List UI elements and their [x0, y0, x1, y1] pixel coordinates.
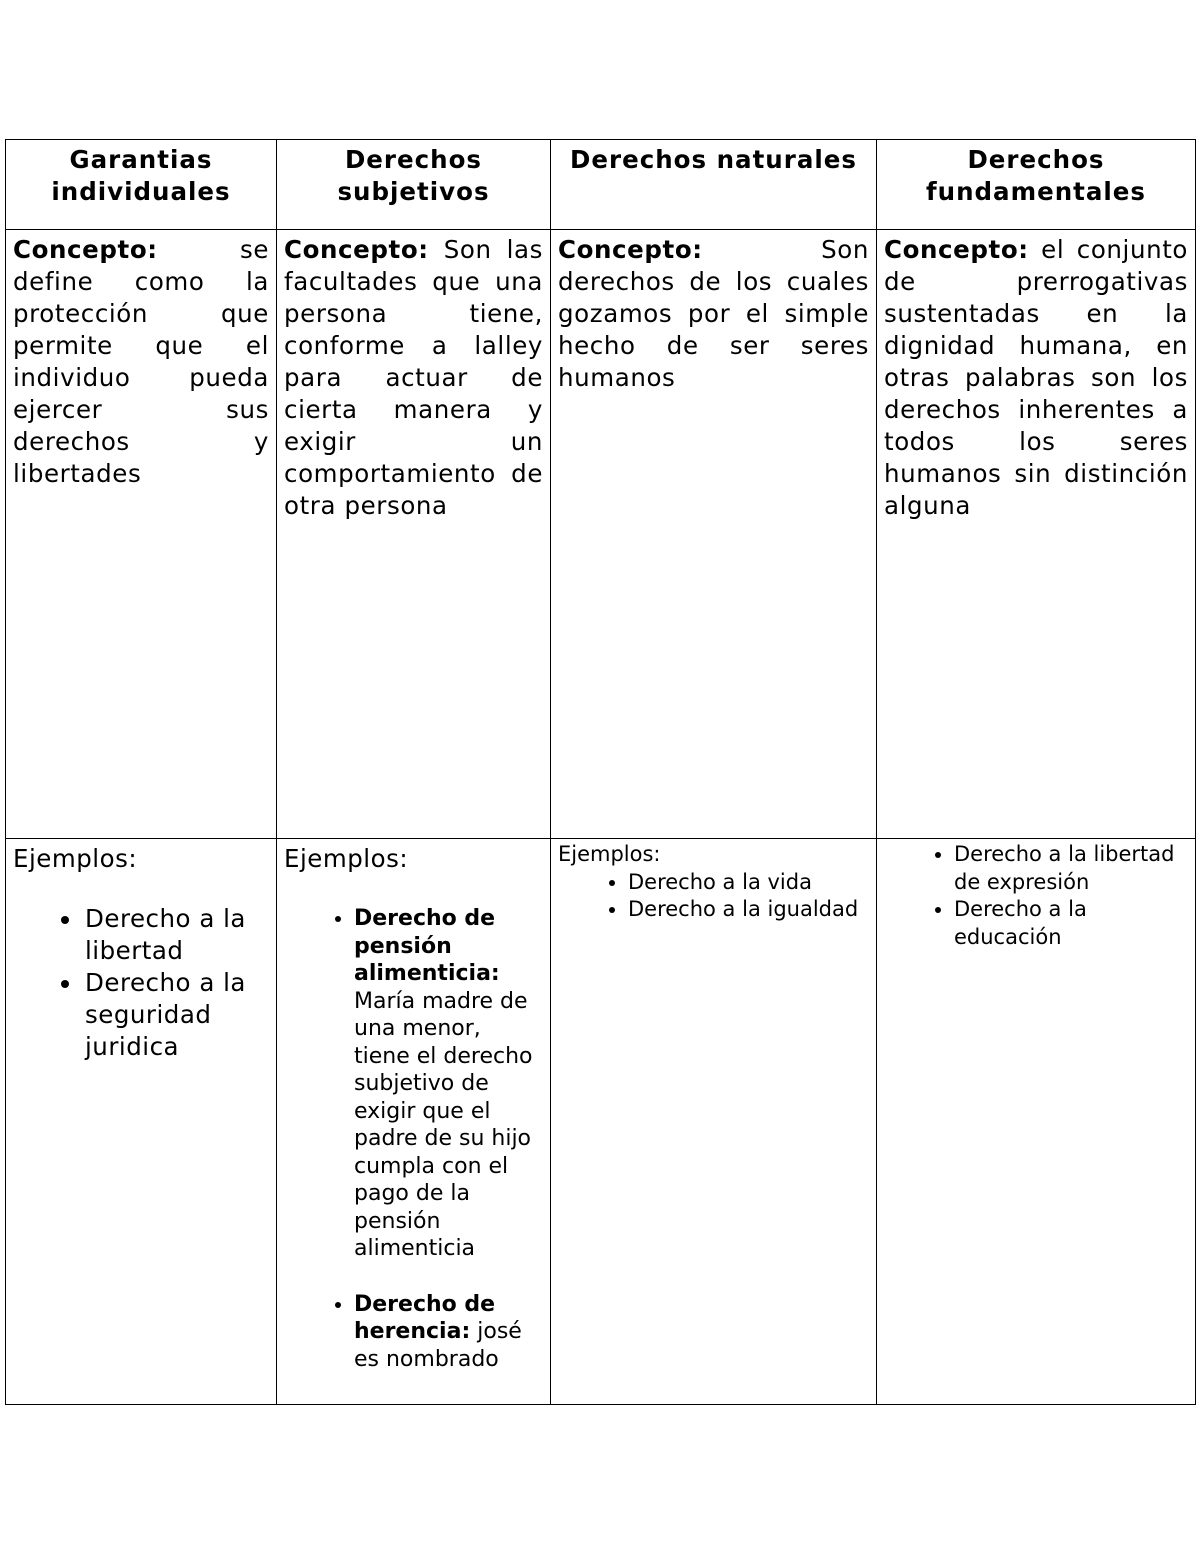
examples-label: Ejemplos:	[558, 842, 661, 866]
list-item	[354, 905, 543, 1263]
list-item: • Derecho a la igualdad	[628, 896, 869, 924]
concept-label: Concepto:	[884, 235, 1029, 264]
example-title: Derecho de pensión alimenticia:	[354, 906, 500, 986]
concept-label: Concepto:	[558, 235, 703, 264]
concept-text: Son las facultades que una persona tiene, conforme a lalley para actuar de cierta manera y exigir un comportamiento de otra persona	[284, 235, 543, 520]
examples-label: Ejemplos:	[284, 844, 409, 873]
concept-cell-naturales	[551, 230, 877, 839]
examples-cell-naturales	[551, 839, 877, 1405]
header-derechos-fundamentales: Derechos fundamentales	[877, 140, 1196, 230]
header-derechos-naturales: Derechos naturales	[551, 140, 877, 230]
example-title: Derecho de herencia:	[354, 1291, 496, 1344]
concept-cell-subjetivos	[277, 230, 551, 839]
examples-label: Ejemplos:	[13, 844, 138, 873]
example-text: María madre de una menor, tiene el derecho subjetivo de exigir que el padre de su hijo cumpla con el pago de la pensión alimenticia	[354, 988, 533, 1261]
list-item: • Derecho a la seguridad juridica	[83, 967, 269, 1063]
header-derechos-subjetivos: Derechos subjetivos	[277, 140, 551, 230]
examples-list	[284, 905, 543, 1263]
concept-text: Son derechos de los cuales gozamos por el simple hecho de ser seres humanos	[558, 235, 869, 392]
examples-list	[884, 841, 1188, 951]
list-item: • Derecho a la libertad de expresión	[954, 841, 1188, 896]
header-garantias-individuales: Garantias individuales	[6, 140, 277, 230]
example-text: josé es nombrado	[354, 1319, 522, 1372]
header-row	[6, 140, 1196, 230]
examples-cell-fundamentales	[877, 839, 1196, 1405]
concept-label: Concepto:	[284, 235, 429, 264]
concept-text: se define como la protección que permite que el individuo pueda ejercer sus derechos y libertades	[13, 235, 269, 488]
examples-row	[6, 839, 1196, 1405]
concept-cell-garantias	[6, 230, 277, 839]
concept-text: el conjunto de prerrogativas sustentadas en la dignidad humana, en otras palabras son los derechos inherentes a todos los seres humanos sin distinción alguna	[884, 235, 1188, 520]
list-item: • Derecho a la educación	[954, 896, 1188, 951]
examples-cell-garantias	[6, 839, 277, 1405]
examples-list	[13, 903, 269, 1063]
comparison-table	[5, 139, 1196, 1405]
list-item	[354, 1291, 543, 1374]
examples-cell-subjetivos	[277, 839, 551, 1405]
concept-label: Concepto:	[13, 235, 158, 264]
list-item: • Derecho a la libertad	[83, 903, 269, 967]
examples-list	[284, 1291, 543, 1374]
concept-cell-fundamentales	[877, 230, 1196, 839]
concept-row	[6, 230, 1196, 839]
examples-list	[558, 869, 869, 924]
list-item: • Derecho a la vida	[628, 869, 869, 897]
